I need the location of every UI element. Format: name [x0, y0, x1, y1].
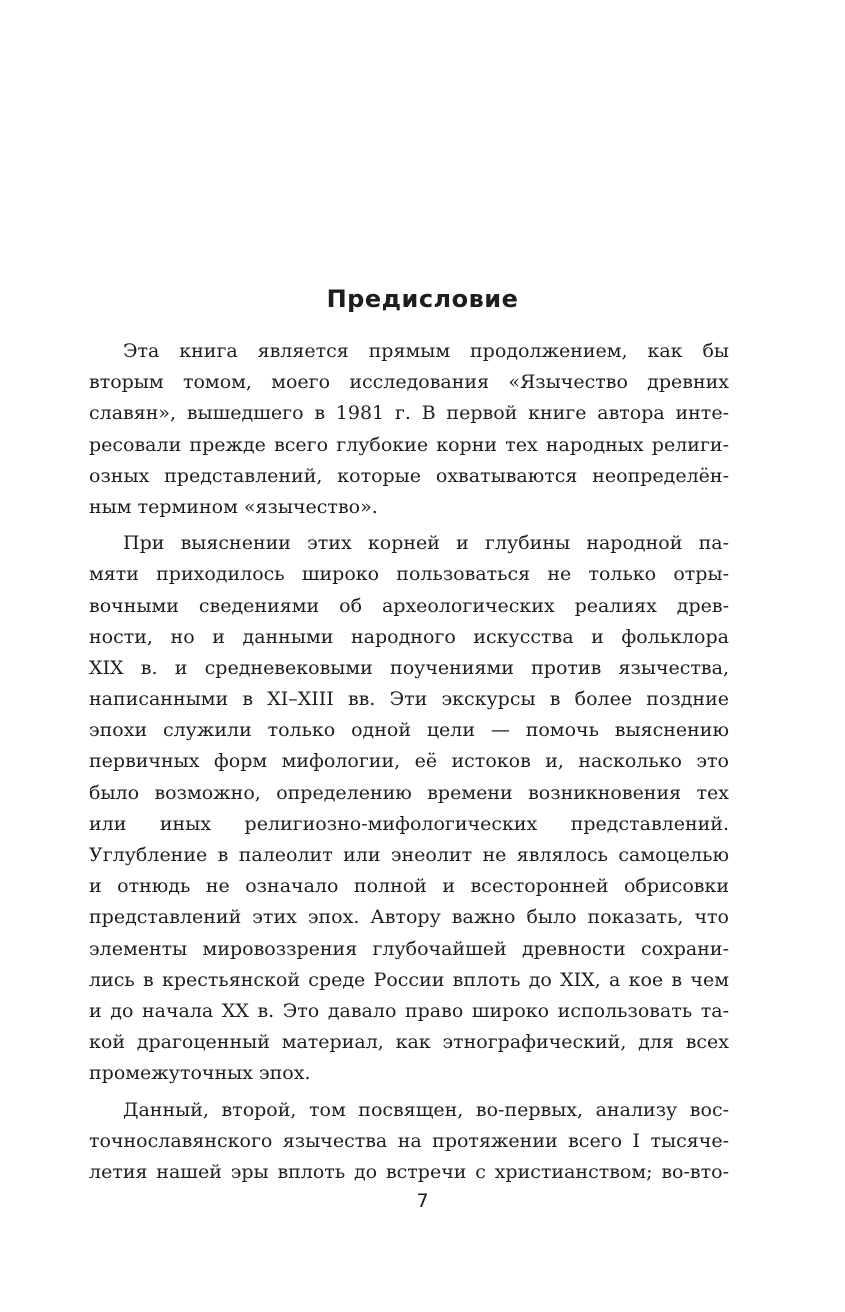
text-line: XIX в. и средневековыми поучениями против язычества,: [89, 656, 729, 679]
body-text: [89, 336, 729, 1188]
text-line: вочными сведениями об археологических реалиях древ-: [89, 594, 729, 617]
text-line: и отнюдь не означало полной и всесторонней обрисовки: [89, 875, 729, 898]
chapter-title: Предисловие: [326, 285, 519, 313]
text-line: славян», вышедшего в 1981 г. В первой книге автора инте-: [89, 402, 729, 425]
text-line: первичных форм мифологии, её истоков и, насколько это: [89, 750, 729, 773]
text-line: мяти приходилось широко пользоваться не только отры-: [89, 563, 729, 586]
text-line: кой драгоценный материал, как этнографический, для всех: [89, 1031, 729, 1054]
text-line: ности, но и данными народного искусства и фольклора: [89, 625, 729, 648]
text-line: эпохи служили только одной цели — помочь выяснению: [89, 719, 729, 742]
text-line: лись в крестьянской среде России вплоть до XIX, а кое в чем: [89, 968, 729, 991]
text-line: ным термином «язычество».: [89, 495, 378, 518]
page-number: 7: [416, 1190, 429, 1212]
text-line: летия нашей эры вплоть до встречи с христианством; во-вто-: [89, 1160, 729, 1183]
text-line: или иных религиозно-мифологических представлений.: [89, 812, 729, 835]
text-line: написанными в XI–XIII вв. Эти экскурсы в более поздние: [89, 688, 729, 711]
text-line: Углубление в палеолит или энеолит не являлось самоцелью: [89, 844, 729, 866]
text-line: Данный, второй, том посвящен, во-первых, анализу вос-: [123, 1098, 729, 1121]
text-line: ресовали прежде всего глубокие корни тех народных религи-: [89, 433, 729, 456]
text-line: озных представлений, которые охватываются неопределён-: [89, 464, 729, 487]
text-line: и до начала XX в. Это давало право широко использовать та-: [89, 999, 729, 1022]
text-line: элементы мировоззрения глубочайшей древности сохрани-: [89, 937, 729, 960]
text-line: точнославянского язычества на протяжении всего I тысяче-: [89, 1129, 729, 1152]
text-line: При выяснении этих корней и глубины народной па-: [123, 532, 729, 555]
text-line: было возможно, определению времени возникновения тех: [89, 781, 729, 804]
text-line: вторым томом, моего исследования «Язычество древних: [89, 371, 729, 394]
text-line: промежуточных эпох.: [89, 1062, 311, 1085]
text-line: Эта книга является прямым продолжением, как бы: [123, 340, 729, 362]
text-line: представлений этих эпох. Автору важно было показать, что: [89, 906, 729, 929]
